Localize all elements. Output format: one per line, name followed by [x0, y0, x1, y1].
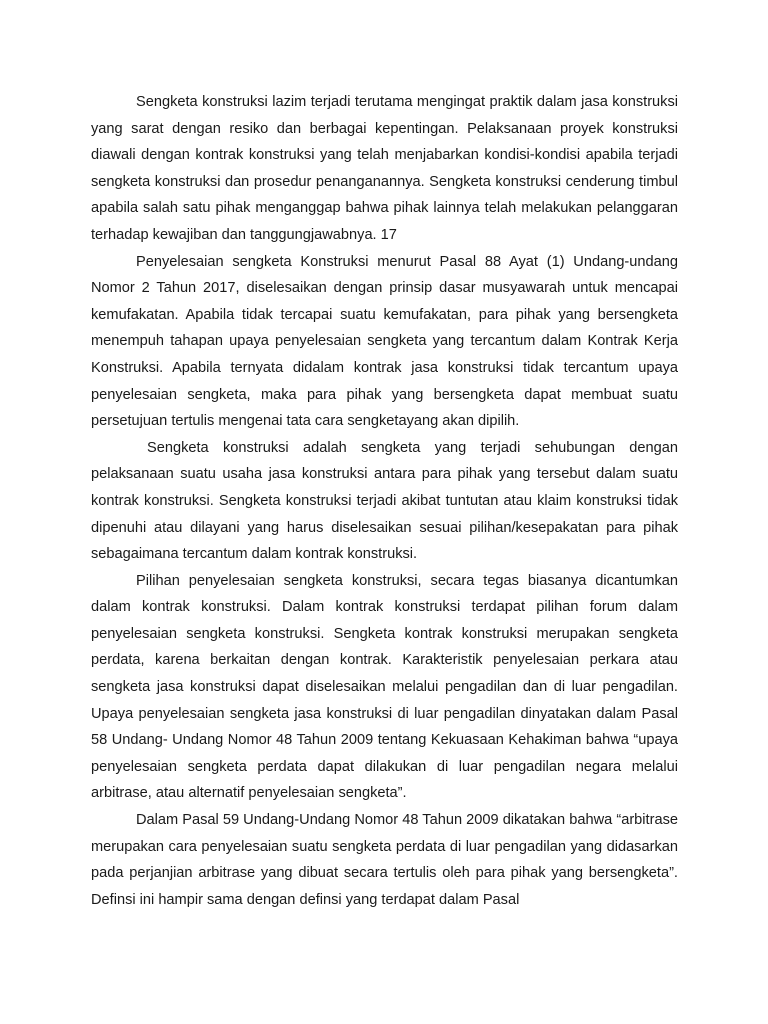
paragraph-1: Sengketa konstruksi lazim terjadi terutama mengingat praktik dalam jasa konstruksi yang sarat dengan resiko dan berbagai kepentingan. Pelaksanaan proyek konstruksi diawali dengan kontrak konstruksi yang telah menjabarkan kondisi-kondisi apabila terjadi sengketa konstruksi dan prosedur penanganannya. Sengketa konstruksi cenderung timbul apabila salah satu pihak menganggap bahwa pihak lainnya telah melakukan pelanggaran terhadap kewajiban dan tanggungjawabnya. 17: [91, 94, 678, 243]
paragraph-4: Pilihan penyelesaian sengketa konstruksi, secara tegas biasanya dicantumkan dalam kontrak konstruksi. Dalam kontrak konstruksi terdapat pilihan forum dalam penyelesaian sengketa konstruksi. Sengketa kontrak konstruksi merupakan sengketa perdata, karena berkaitan dengan kontrak. Karakteristik penyelesaian perkara atau sengketa jasa konstruksi dapat diselesaikan melalui pengadilan dan di luar pengadilan. Upaya penyelesaian sengketa jasa konstruksi di luar pengadilan dinyatakan dalam Pasal 58 Undang- Undang Nomor 48 Tahun 2009 tentang Kekuasaan Kehakiman bahwa “upaya penyelesaian sengketa perdata dapat dilakukan di luar pengadilan negara melalui arbitrase, atau alternatif penyelesaian sengketa”.: [91, 572, 678, 802]
paragraph-5: Dalam Pasal 59 Undang-Undang Nomor 48 Tahun 2009 dikatakan bahwa “arbitrase merupakan cara penyelesaian suatu sengketa perdata di luar pengadilan yang didasarkan pada perjanjian arbitrase yang dibuat secara tertulis oleh para pihak yang bersengketa”. Definsi ini hampir sama dengan definsi yang terdapat dalam Pasal: [91, 812, 678, 908]
paragraph-2: Penyelesaian sengketa Konstruksi menurut Pasal 88 Ayat (1) Undang-undang Nomor 2 Tahun 2017, diselesaikan dengan prinsip dasar musyawarah untuk mencapai kemufakatan. Apabila tidak tercapai suatu kemufakatan, para pihak yang bersengketa menempuh tahapan upaya penyelesaian sengketa yang tercantum dalam Kontrak Kerja Konstruksi. Apabila ternyata didalam kontrak jasa konstruksi tidak tercantum upaya penyelesaian sengketa, maka para pihak yang bersengketa dapat membuat suatu persetujuan tertulis mengenai tata cara sengketayang akan dipilih.: [91, 253, 678, 430]
document-page: [91, 89, 678, 913]
paragraph-3: Sengketa konstruksi adalah sengketa yang terjadi sehubungan dengan pelaksanaan suatu usaha jasa konstruksi antara para pihak yang tersebut dalam suatu kontrak konstruksi. Sengketa konstruksi terjadi akibat tuntutan atau klaim konstruksi tidak dipenuhi atau dilayani yang harus diselesaikan sesuai pilihan/kesepakatan para pihak sebagaimana tercantum dalam kontrak konstruksi.: [91, 439, 678, 563]
